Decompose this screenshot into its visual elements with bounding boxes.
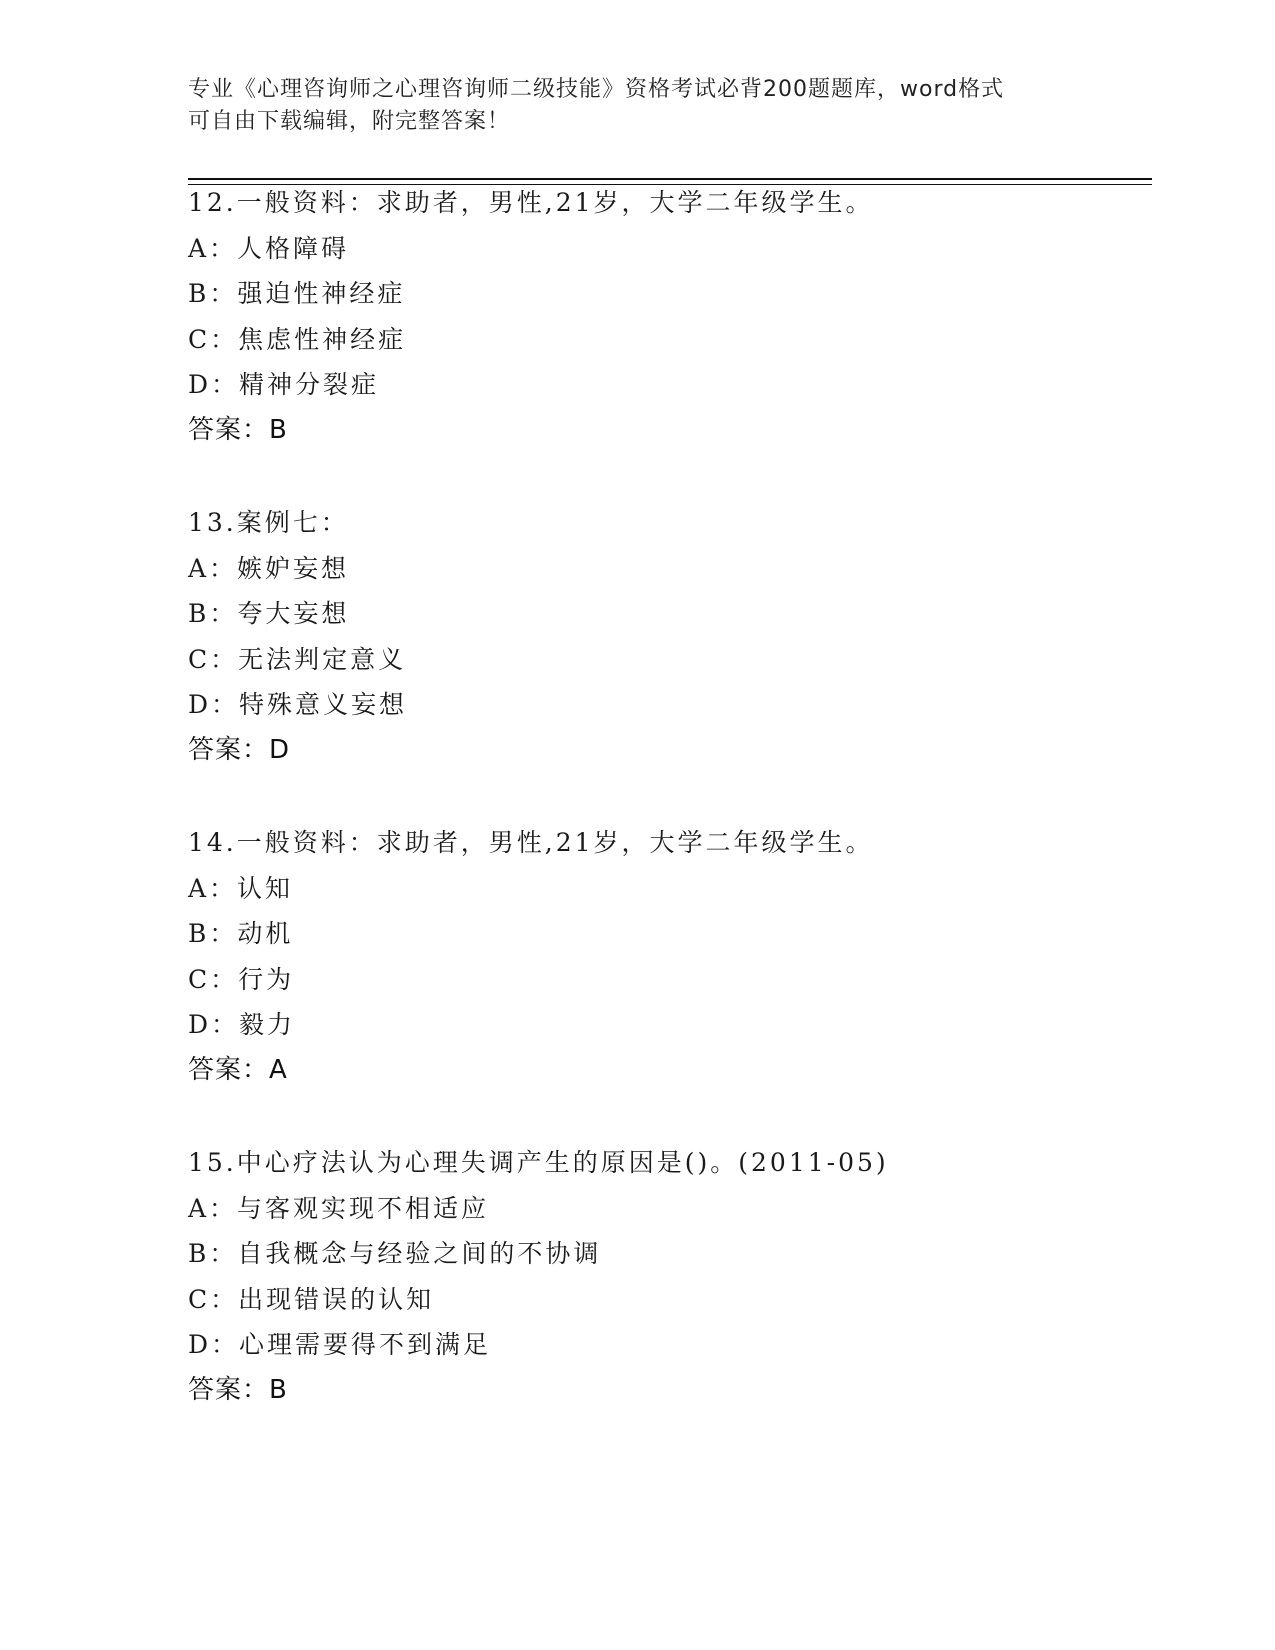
answer-label: 答案：A: [188, 1054, 288, 1085]
question-stem: 13.案例七：: [188, 508, 349, 537]
option-d: D：精神分裂症: [188, 370, 380, 399]
answer-label: 答案：B: [188, 1374, 288, 1405]
option-a: A：嫉妒妄想: [188, 553, 350, 583]
answer-label: 答案：D: [188, 734, 291, 765]
question-block-15: [188, 1140, 1148, 1413]
option-d: D：特殊意义妄想: [188, 690, 408, 719]
header-line-2: 可自由下载编辑，附完整答案！: [188, 109, 511, 134]
option-a: A：认知: [188, 873, 294, 903]
answer-label: 答案：B: [188, 414, 288, 445]
option-b: B：自我概念与经验之间的不协调: [188, 1239, 602, 1268]
option-c: C：出现错误的认知: [188, 1284, 435, 1314]
question-stem: 12.一般资料：求助者，男性,21岁，大学二年级学生。: [188, 188, 874, 217]
option-b: B：夸大妄想: [188, 599, 350, 628]
option-b: B：强迫性神经症: [188, 279, 406, 308]
document-header: [188, 74, 1088, 138]
question-stem: 15.中心疗法认为心理失调产生的原因是()。(2011-05): [188, 1148, 889, 1177]
option-a: A：与客观实现不相适应: [188, 1193, 490, 1223]
header-line-1: 专业《心理咨询师之心理咨询师二级技能》资格考试必背200题题库，word格式: [188, 77, 1005, 102]
option-a: A：人格障碍: [188, 233, 350, 263]
question-block-12: [188, 180, 1148, 453]
option-c: C：焦虑性神经症: [188, 324, 407, 354]
option-d: D：毅力: [188, 1010, 296, 1039]
option-c: C：行为: [188, 964, 295, 994]
option-b: B：动机: [188, 919, 294, 948]
option-d: D：心理需要得不到满足: [188, 1330, 492, 1359]
question-stem: 14.一般资料：求助者，男性,21岁，大学二年级学生。: [188, 828, 874, 857]
question-block-13: [188, 500, 1148, 773]
question-block-14: [188, 820, 1148, 1093]
option-c: C：无法判定意义: [188, 644, 407, 674]
